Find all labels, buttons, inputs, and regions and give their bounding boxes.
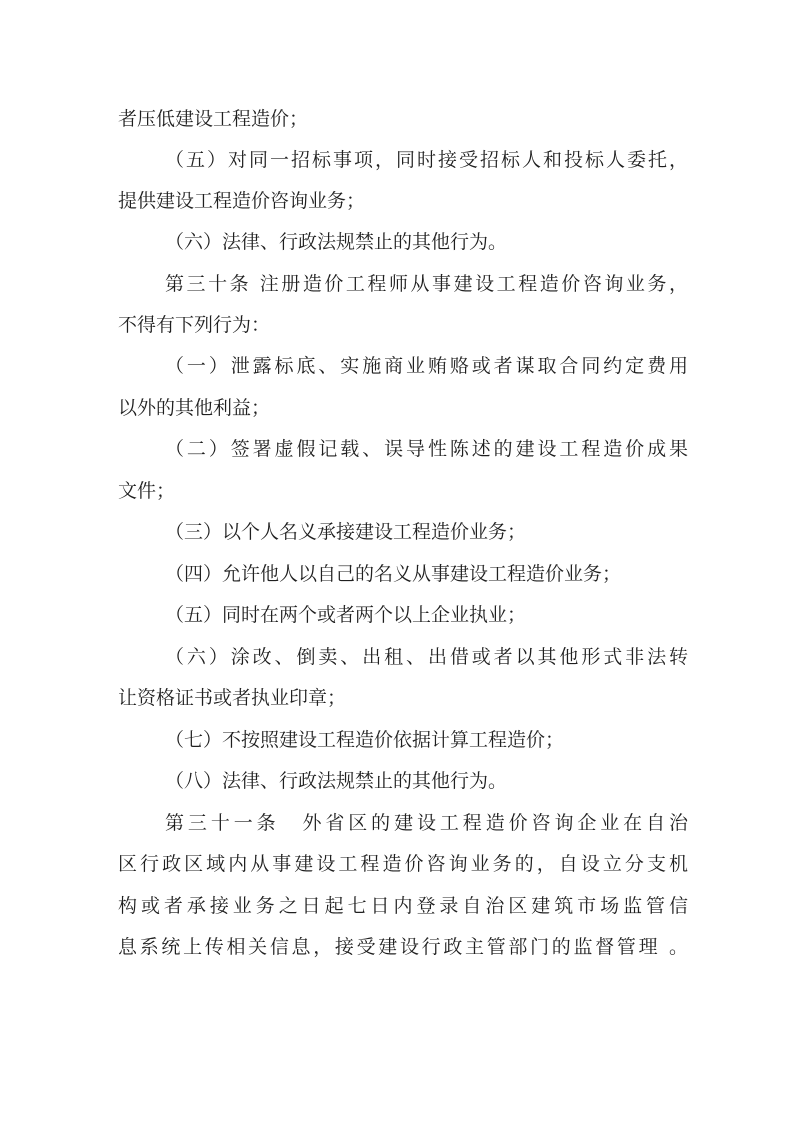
text-line: 不得有下列行为： (118, 314, 271, 336)
text-line: （八）法律、行政法规禁止的其他行为。 (165, 770, 508, 792)
text-line: 以外的其他利益； (118, 397, 271, 419)
text-line: 构或者承接业务之日起七日内登录自治区建筑市场监管信 (118, 895, 688, 917)
text-line: （五）对同一招标事项，同时接受招标人和投标人委托， (165, 149, 688, 171)
text-line: （五）同时在两个或者两个以上企业执业； (165, 604, 527, 626)
text-line: （二）签署虚假记载、误导性陈述的建设工程造价成果 (165, 438, 688, 460)
text-line: （六）法律、行政法规禁止的其他行为。 (165, 231, 508, 253)
text-line: （六）涂改、倒卖、出租、出借或者以其他形式非法转 (165, 646, 688, 668)
text-line: 让资格证书或者执业印章； (118, 687, 347, 709)
text-line: （四）允许他人以自己的名义从事建设工程造价业务； (165, 563, 622, 585)
text-line: 第三十一条 外省区的建设工程造价咨询企业在自治 (165, 812, 688, 834)
text-line: 提供建设工程造价咨询业务； (118, 190, 366, 212)
text-line: 息系统上传相关信息，接受建设行政主管部门的监督管理 。 (118, 936, 688, 958)
text-line: （一）泄露标底、实施商业贿赂或者谋取合同约定费用 (165, 355, 688, 377)
text-line: （三）以个人名义承接建设工程造价业务； (165, 521, 527, 543)
text-line: 者压低建设工程造价； (118, 108, 309, 130)
text-line: （七）不按照建设工程造价依据计算工程造价； (165, 729, 565, 751)
text-line: 第三十条 注册造价工程师从事建设工程造价咨询业务， (165, 273, 688, 295)
text-line: 文件； (118, 480, 176, 502)
text-line: 区行政区域内从事建设工程造价咨询业务的，自设立分支机 (118, 853, 688, 875)
